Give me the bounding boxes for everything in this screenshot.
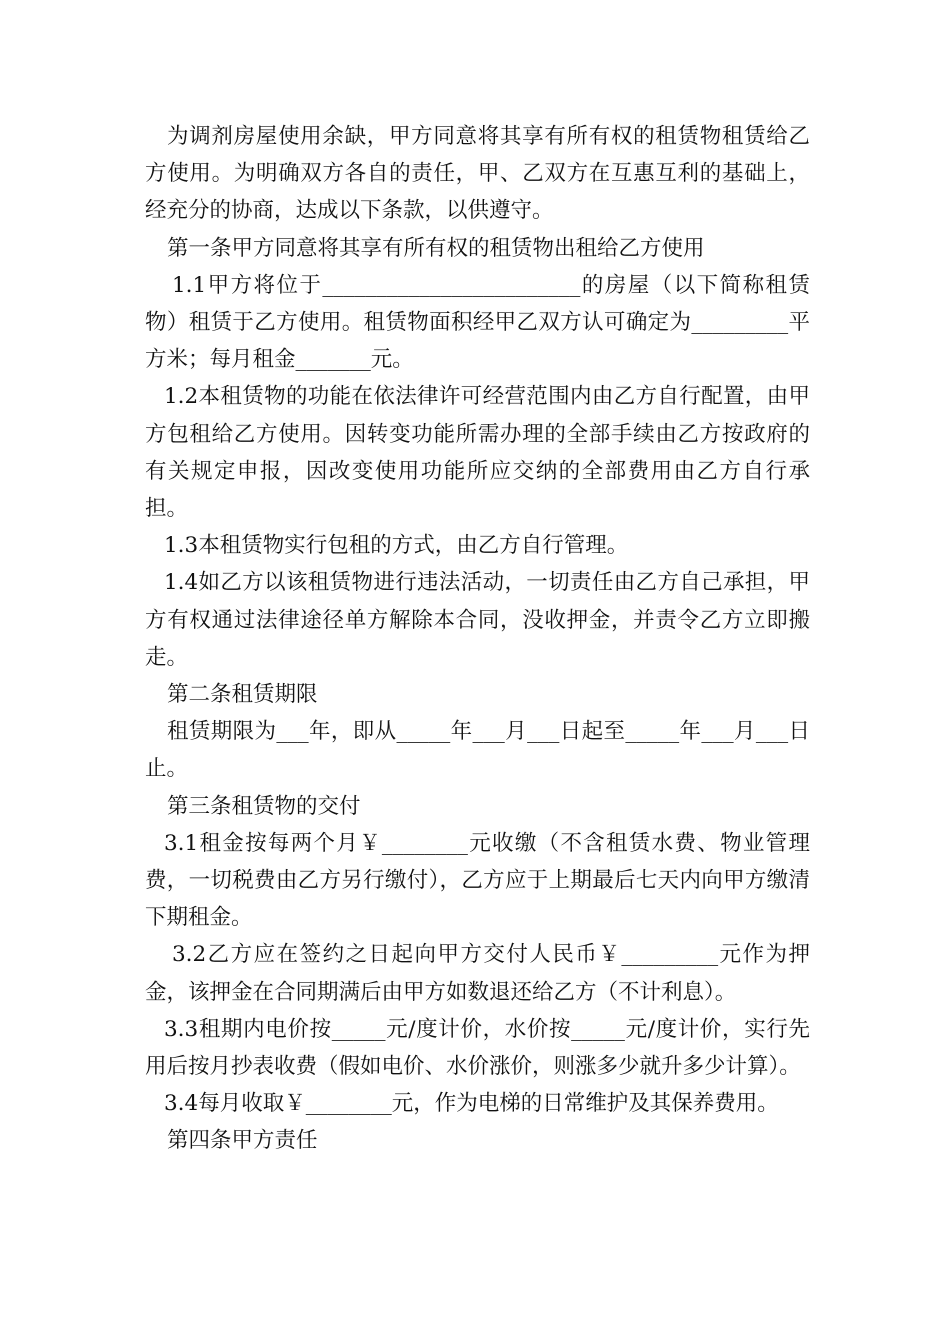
clause-1-2: 1.2本租赁物的功能在依法律许可经营范围内由乙方自行配置，由甲方包租给乙方使用。因转变功能所需办理的全部手续由乙方按政府的有关规定申报，因改变使用功能所应交纳的全部费用由乙方自行承担。 [145,384,810,522]
article-1-heading: 第一条甲方同意将其享有所有权的租赁物出租给乙方使用 [167,235,705,261]
clause-3-1: 3.1租金按每两个月￥________元收缴（不含租赁水费、物业管理费，一切税费由乙方另行缴付），乙方应于上期最后七天内向甲方缴清下期租金。 [145,830,810,931]
clause-3-4: 3.4每月收取￥________元，作为电梯的日常维护及其保养费用。 [164,1091,779,1117]
clause-1-1: 1.1甲方将位于________________________的房屋（以下简称租赁物）租赁于乙方使用。租赁物面积经甲乙双方认可确定为_________平方米；每月租金_______元。 [145,272,810,373]
clause-1-3: 1.3本租赁物实行包租的方式，由乙方自行管理。 [164,533,629,559]
intro-paragraph: 为调剂房屋使用余缺，甲方同意将其享有所有权的租赁物租赁给乙方使用。为明确双方各自的责任，甲、乙双方在互惠互利的基础上，经充分的协商，达成以下条款，以供遵守。 [145,124,810,224]
article-3-heading: 第三条租赁物的交付 [167,793,361,819]
term-paragraph: 租赁期限为___年，即从_____年___月___日起至_____年___月___日止。 [145,719,810,782]
contract-body [145,118,810,1160]
article-4-heading: 第四条甲方责任 [167,1128,318,1154]
clause-3-2: 3.2乙方应在签约之日起向甲方交付人民币￥_________元作为押金，该押金在合同期满后由甲方如数退还给乙方（不计利息）。 [145,942,810,1005]
clause-1-4: 1.4如乙方以该租赁物进行违法活动，一切责任由乙方自己承担，甲方有权通过法律途径单方解除本合同，没收押金，并责令乙方立即搬走。 [145,570,810,670]
clause-3-3: 3.3租期内电价按_____元/度计价，水价按_____元/度计价，实行先用后按月抄表收费（假如电价、水价涨价，则涨多少就升多少计算）。 [145,1016,810,1080]
article-2-heading: 第二条租赁期限 [167,682,318,708]
